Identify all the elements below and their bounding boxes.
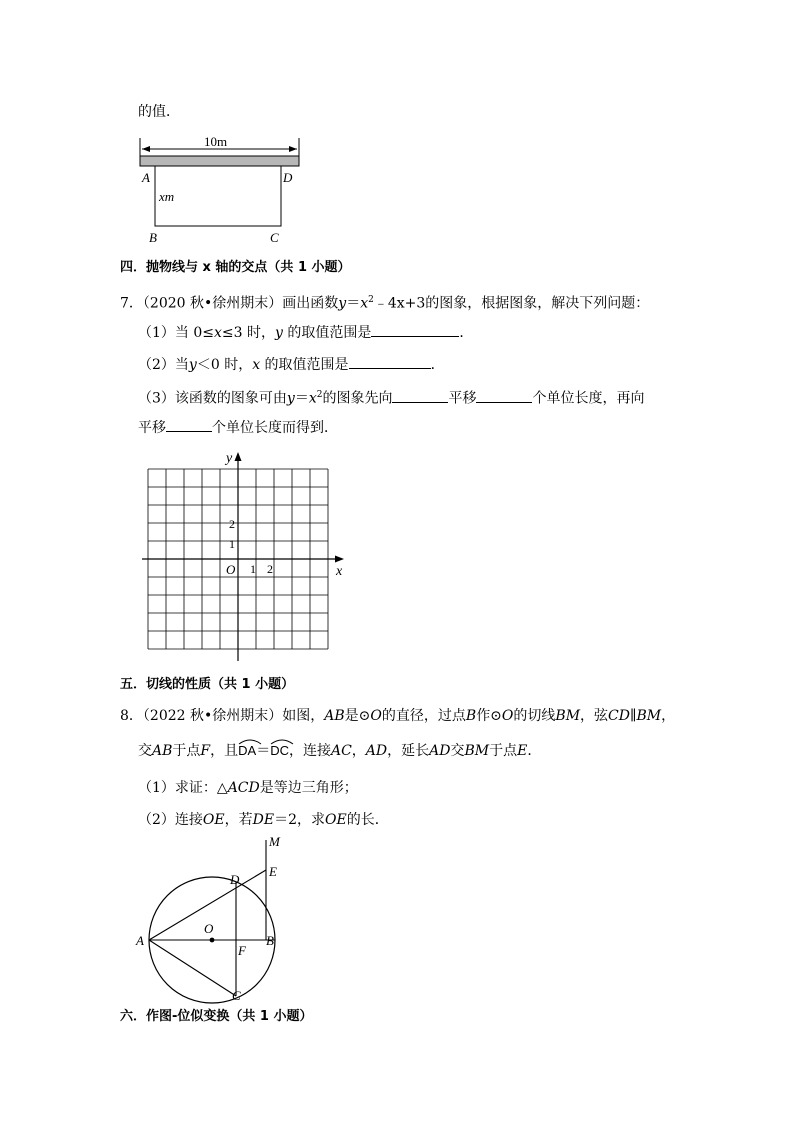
line-ac [149,940,236,996]
label-side-x: xm [159,189,175,204]
q7-stem: 7．（2020 秋•徐州期末）画出函数$y=x^2﹣4x+3$的图象，根据图象，解决下列问题： [120,295,650,312]
q7-number: 7． [120,295,143,312]
label-a: A [136,933,144,948]
answer-blank-3[interactable] [392,388,448,403]
rectangle-figure [130,130,320,250]
y-axis-arrow [235,452,242,461]
label-d: D [283,170,293,185]
answer-blank-4[interactable] [476,388,532,403]
arrow-head-right [289,146,297,152]
label-e: E [269,864,277,879]
origin-label: O [226,562,236,577]
circle-figure [130,834,290,1006]
label-o: O [204,921,214,936]
x-axis-arrow [335,556,344,563]
y-tick-2: 2 [229,517,235,531]
arrow-head-left [142,146,150,152]
label-m: M [269,834,280,849]
q7-source: （2020 秋•徐州期末） [142,295,283,312]
q8-number: 8． [120,708,143,724]
arc-mark-da [238,737,262,745]
label-b: B [266,933,274,948]
x-tick-2: 2 [267,562,273,576]
label-f: F [238,943,246,958]
arc-mark-dc [270,737,294,745]
label-a: A [142,170,150,185]
q8-part-1: （1）求证：△ACD是等边三角形； [138,780,358,796]
wall-bar [140,156,299,166]
center-point [210,938,215,943]
section-5-title: 五．切线的性质（共 1 小题） [120,677,295,692]
q7-part-1: （1）当 0≤x≤3 时，y 的取值范围是 ． [138,322,473,343]
label-c: C [232,988,241,1003]
q7-part-3-cont: 平移 个单位长度而得到． [138,417,338,438]
y-tick-1: 1 [229,537,235,551]
label-c: C [270,230,279,245]
q7-part-2: （2）当y＜0 时，x 的取值范围是 ． [138,354,445,375]
arc-dc: DC [270,741,289,761]
y-axis-label: y [226,451,233,466]
q8-stem-line-2: 交AB于点F，且 DA＝ DC，连接AC，AD，延长AD交BM于点E． [138,741,541,761]
q8-part-2: （2）连接OE，若DE＝2，求OE的长． [138,812,389,828]
q8-stem-line-1: 8．（2022 秋•徐州期末）如图，AB是⊙O的直径，过点B作⊙O的切线BM，弦CD∥BM， [120,708,676,724]
section-4-title: 四．抛物线与 x 轴的交点（共 1 小题） [120,260,351,275]
label-b: B [149,230,157,245]
answer-blank-2[interactable] [349,354,431,369]
previous-question-tail: 的值． [138,104,180,120]
x-axis-label: x [336,564,343,579]
section-6-title: 六．作图-位似变换（共 1 小题） [120,1009,313,1024]
answer-blank-1[interactable] [371,322,459,337]
answer-blank-5[interactable] [166,417,212,432]
arc-da: DA [238,741,256,761]
coordinate-grid [140,446,360,664]
q8-source: （2022 秋•徐州期末） [142,708,283,724]
x-tick-1: 1 [250,562,256,576]
label-d: D [230,872,240,887]
q7-part-3: （3）该函数的图象可由$y=x^2$的图象先向 平移 个单位长度，再向 [138,385,644,409]
dimension-label: 10m [204,134,228,149]
